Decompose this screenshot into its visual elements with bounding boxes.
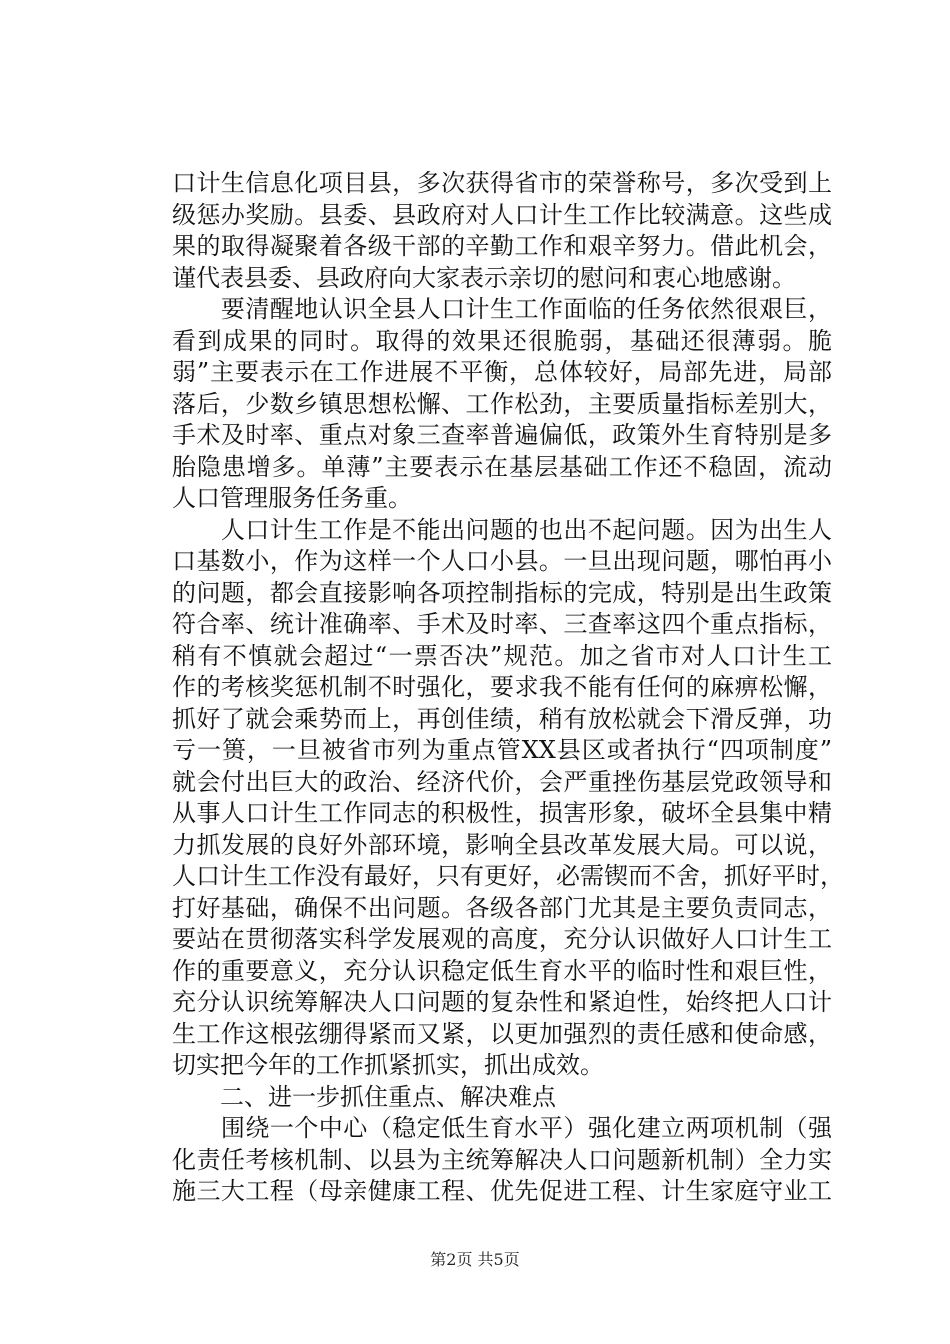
document-body bbox=[172, 168, 844, 1208]
text-line: 谨代表县委、县政府向大家表示亲切的慰问和衷心地感谢。 bbox=[172, 263, 796, 292]
text-line: 符合率、统计准确率、手术及时率、三查率这四个重点指标， bbox=[172, 610, 832, 638]
text-line: 作的考核奖惩机制不时强化，要求我不能有任何的麻痹松懈， bbox=[172, 673, 832, 701]
text-line: 果的取得凝聚着各级干部的辛勤工作和艰辛努力。借此机会， bbox=[172, 232, 832, 260]
text-line: 打好基础，确保不出问题。各级各部门尤其是主要负责同志， bbox=[172, 893, 832, 922]
text-line: 生工作这根弦绷得紧而又紧，以更加强烈的责任感和使命感， bbox=[172, 1019, 832, 1048]
text-line: 切实把今年的工作抓紧抓实，抓出成效。 bbox=[172, 1051, 604, 1079]
text-line: 抓好了就会乘势而上，再创佳绩，稍有放松就会下滑反弹，功 bbox=[172, 704, 832, 733]
page-footer: 第2页 共5页 bbox=[430, 1250, 520, 1269]
text-line: 化责任考核机制、以县为主统筹解决人口问题新机制）全力实 bbox=[172, 1145, 832, 1174]
text-line: 就会付出巨大的政治、经济代价，会严重挫伤基层党政领导和 bbox=[172, 767, 832, 796]
text-line: 稍有不慎就会超过“一票否决”规范。加之省市对人口计生工 bbox=[172, 641, 832, 670]
text-line: 胎隐患增多。单薄”主要表示在基层基础工作还不稳固，流动 bbox=[172, 452, 832, 481]
text-line: 人口计生工作没有最好，只有更好，必需锲而不舍，抓好平时， bbox=[172, 862, 844, 890]
text-line: 作的重要意义，充分认识稳定低生育水平的临时性和艰巨性， bbox=[172, 956, 832, 985]
text-line: 人口管理服务任务重。 bbox=[172, 484, 412, 512]
text-line: 要站在贯彻落实科学发展观的高度，充分认识做好人口计生工 bbox=[172, 925, 832, 953]
text-line: 口计生信息化项目县，多次获得省市的荣誉称号，多次受到上 bbox=[172, 169, 832, 197]
text-line: 级惩办奖励。县委、县政府对人口计生工作比较满意。这些成 bbox=[172, 200, 832, 229]
text-line: 要清醒地认识全县人口计生工作面临的任务依然很艰巨， bbox=[172, 295, 832, 323]
text-line: 的问题，都会直接影响各项控制指标的完成，特别是出生政策 bbox=[172, 578, 832, 607]
text-line: 人口计生工作是不能出问题的也出不起问题。因为出生人 bbox=[172, 515, 832, 544]
text-line: 手术及时率、重点对象三查率普遍偏低，政策外生育特别是多 bbox=[172, 421, 832, 449]
text-line: 落后，少数乡镇思想松懈、工作松劲，主要质量指标差别大， bbox=[172, 389, 832, 418]
text-line: 弱”主要表示在工作进展不平衡，总体较好，局部先进，局部 bbox=[172, 358, 832, 386]
text-line: 围绕一个中心（稳定低生育水平）强化建立两项机制（强 bbox=[172, 1114, 832, 1142]
text-line: 从事人口计生工作同志的积极性，损害形象，破坏全县集中精 bbox=[172, 799, 832, 827]
text-line: 口基数小，作为这样一个人口小县。一旦出现问题，哪怕再小 bbox=[172, 547, 832, 575]
text-line: 充分认识统筹解决人口问题的复杂性和紧迫性，始终把人口计 bbox=[172, 988, 832, 1016]
text-line: 力抓发展的良好外部环境，影响全县改革发展大局。可以说， bbox=[172, 830, 832, 859]
text-line: 看到成果的同时。取得的效果还很脆弱，基础还很薄弱。脆 bbox=[172, 326, 832, 355]
text-line: 施三大工程（母亲健康工程、优先促进工程、计生家庭守业工 bbox=[172, 1177, 832, 1205]
text-line: 亏一篑，一旦被省市列为重点管XX县区或者执行“四项制度” bbox=[172, 736, 832, 764]
text-line: 二、进一步抓住重点、解决难点 bbox=[172, 1082, 556, 1111]
